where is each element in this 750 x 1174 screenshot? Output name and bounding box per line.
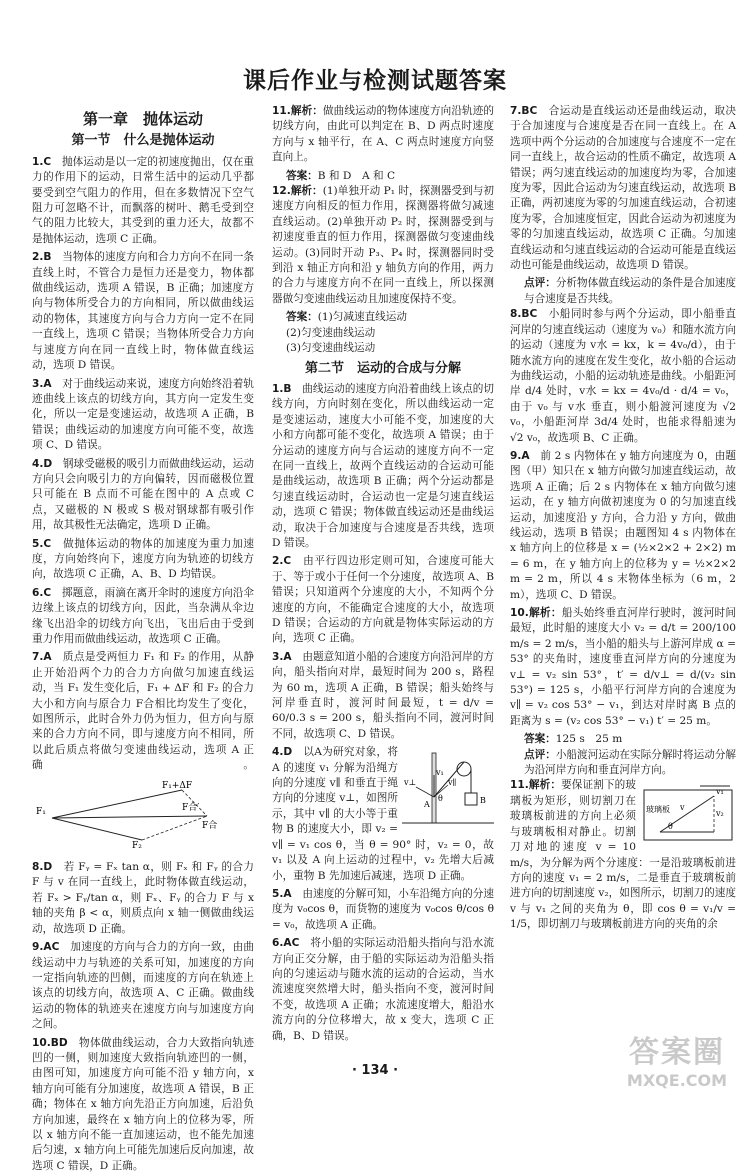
answer-line: (3)匀变速曲线运动 <box>286 342 376 355</box>
answer-line: 答案：125 s 25 m <box>524 733 623 746</box>
answer-item: 1.B 曲线运动的速度方向沿着曲线上该点的切线方向，方向时刻在变化，所以曲线运动一定是变速运动，速度大小可能不变，加速度的大小和方向都可能不变化，故选项 A 错误；由于分运动的速度方向与合运动的速度方向不一定在同一直线上，故两个直线运动的合运动可能是曲线运动，故选项 B 正确；两个分运动都是匀速直线运动时，合运动也一定是匀速直线运动，选项 C 错误；物体做直线运动还是曲线运动，取决于合加速度与合速度是否共线，选项 D 错误。 <box>272 382 495 549</box>
section-heading-2: 第二节 运动的合成与分解 <box>304 360 461 376</box>
force-diagram-figure <box>32 778 232 851</box>
svg-text:F₁: F₁ <box>36 806 46 817</box>
answer-item: 3.A 由题意知道小船的合速度方向沿河岸的方向，船头指向对岸，最短时间为 200 s，路程为 60 m，选项 A 正确，B 错误；船头始终与河岸垂直时，渡河时间最短，t = d/v = 60/0.3 s = 200 s，船头指向不同，渡河时间不同，故选项 C、D 错误。 <box>272 650 495 740</box>
answer-item: 1.C 抛体运动是以一定的初速度抛出，仅在重力的作用下的运动，日常生活中的运动几乎都要受到空气阻力的作用，但在多数情况下空气阻力可忽略不计，而飘落的树叶、鹅毛受到空气的阻力比较大，其受到的重力还大，故都不是抛体运动，选项 C 正确。 <box>32 155 255 245</box>
answer-item: 8.D 若 Fᵧ = Fₓ tan α，则 Fₓ 和 Fᵧ 的合力 F 与 v 在同一直线上，此时物体做直线运动，若 Fₓ > Fᵧ/tan α，则 Fₓ、Fᵧ 的合力 F 与 x 轴的夹角 β < α，则质点向 x 轴一侧做曲线运动，故选项 D 正确。 <box>32 861 255 935</box>
answer-item: 4.D 钢球受磁极的吸引力而做曲线运动，运动方向只会向吸引力的方向偏转，因而磁极位置只可能在 B 点而不可能在图中的 A 点或 C 点，又磁极的 N 极或 S 极对钢球都有吸引作用，故其极性无法确定，选项 D 正确。 <box>32 457 255 532</box>
svg-text:v∥: v∥ <box>448 778 457 788</box>
svg-text:F₂: F₂ <box>132 840 142 851</box>
answer-item: 7.BC 合运动是直线运动还是曲线运动，取决于合加速度与合速度是否在同一直线上。在 A 选项中两个分运动的合加速度与合速度不一定在同一直线上，故合运动的性质不确定，故选项 A 错误；两匀速直线运动的加速度均为零，合加速度为零，因此合运动为匀速直线运动，故选项 B 正确，两初速度为零的匀加速直线运动，合初速度为零，合加速度恒定，因此合运动为初速度为零的匀加速直线运动，故选项 C 正确。匀加速直线运动和匀速直线运动的合运动可能是直线运动也可能是曲线运动，故选项 D 错误。 <box>510 105 737 272</box>
page-number: · 134 · <box>351 1063 399 1078</box>
answer-item: 7.A 质点是受两恒力 F₁ 和 F₂ 的作用，从静止开始沿两个力的合力方向做匀加速直线运动，当 F₁ 发生变化后，F₁ + ΔF 和 F₂ 的合力大小和方向与原合力 F合相比均发生了变化，如图所示，此时合外力仍为恒力，但方向与原来的合力方向不同，即与速度方向不相同，所以此后质点将做匀变速曲线运动，选项 A 正确。 F₁+ΔF F₁ F₂ F合 F合′ <box>32 651 254 851</box>
answer-item: 5.A 由速度的分解可知，小车沿绳方向的分速度为 v₀cos θ，而货物的速度为 v₀cos θ/cos θ = v₀，故选项 A 正确。 <box>272 887 495 931</box>
pulley-diagram-figure <box>402 749 494 827</box>
chapter-heading: 第一章 抛体运动 <box>82 110 203 128</box>
svg-text:B: B <box>480 796 486 806</box>
answer-line: 点评：小船渡河运动在实际分解时将运动分解为沿河岸方向和垂直河岸方向。 <box>524 748 737 777</box>
answer-line: 答案：B 和 D A 和 C <box>286 169 396 182</box>
answer-item: 6.C 掷题意，雨滴在离开伞时的速度方向沿伞边缘上该点的切线方向，因此，当杂满从伞边缘飞出沿伞的切线方向飞出，飞出后由于受到重力作用而做曲线运动，故选项 C 正确。 <box>32 586 255 645</box>
answer-item: 9.A 前 2 s 内物体在 y 轴方向速度为 0，由题图（甲）知只在 x 轴方向做匀加速直线运动，故选项 A 正确；后 2 s 内物体在 x 轴方向做匀速运动，在 y 轴方向做初速度为 0 的匀加速直线运动，加速度沿 y 方向，合力沿 y 方向，做曲线运动，选项 B 错误；由题图知 4 s 内物体在 x 轴方向上的位移是 x = (½×2×2 + 2×2) m = 6 m，在 y 轴方向上的位移为 y = ½×2×2 m = 2 m，所以 4 s 末物体坐标为（6 m，2 m），选项 C、D 错误。 <box>510 449 736 601</box>
answer-line: 点评：分析物体做直线运动的条件是合加速度与合速度是否共线。 <box>524 277 737 305</box>
answer-item: v₁ v∥ v⊥ θ A B 4.D 以A为研究对象，将 A 的速度 v₁ 分解为沿绳方向的分速度 v∥ 和垂直于绳方向的分速度 v⊥，如图所示，其中 v∥ 的大小等于重物 B 的速度大小，即 v₂ = v∥ = v₁ cos θ，当 θ = 90° 时，v₂ = 0，故 v₁ 以及 A 向上运动的过程中，v₂ 先增大后减小，重物 B 先加速后减速，选项 D 正确。 <box>272 746 494 882</box>
svg-text:玻璃板: 玻璃板 <box>646 805 670 815</box>
watermark-logo: 答案圈 MXQE.COM <box>626 1035 728 1090</box>
answer-line: (2)匀变速曲线运动 <box>286 326 376 339</box>
page-title: 课后作业与检测试题答案 <box>243 68 507 94</box>
answer-item: 3.A 对于曲线运动来说，速度方向始终沿着轨迹曲线上该点的切线方向，其方向一定发生变化，所以一定是变速运动，故选项 A 正确，B 错误；曲线运动的加速度方向可能不变，故选项 C、D 错误。 <box>32 377 255 452</box>
column-3 <box>510 104 736 1054</box>
answer-item: 2.C 由平行四边形定则可知，合速度可能大于、等于或小于任何一个分速度，故选项 A、B 错误；只知道两个分速度的大小，不知两个分速度的方向，不能确定合速度的大小，故选项 D 错误；合运动的方向就是物体实际运动的方向，选项 C 正确。 <box>272 555 495 645</box>
svg-text:θ: θ <box>438 794 443 804</box>
svg-text:v: v <box>680 803 685 813</box>
answer-item: 5.C 做抛体运动的物体的加速度为重力加速度，方向始终向下，速度方向为轨迹的切线方向，故选项 C 正确，A、B、D 均错误。 <box>32 537 255 581</box>
svg-text:v₁: v₁ <box>716 787 724 797</box>
answer-line: 答案：(1)匀减速直线运动 <box>286 311 407 324</box>
svg-text:v₁: v₁ <box>436 768 444 778</box>
answer-item: v₁ v v₂ θ 玻璃板 11.解析：要保证割下的玻璃板为矩形，则切割刀在玻璃板前进的方向上必须与玻璃板相对静止。切割刀对地的速度 v = 10 m/s，为分解为两个分速度：一是沿玻璃板前进方向的速度 v₁ = 2 m/s，二是垂直于玻璃板前进方向的切割速度 v₂，如图所示，切割刀的速度 v 与 v₁ 之间的夹角为 θ，即 cos θ = v₁/v = 1/5，即切割刀与玻璃板前进方向的夹角的余 <box>510 779 736 931</box>
svg-text:F₁+ΔF: F₁+ΔF <box>162 780 193 791</box>
svg-text:θ: θ <box>668 822 673 832</box>
answer-item: 10.解析：船头始终垂直河岸行驶时，渡河时间最短，此时船的速度大小 v₂ = d/t = 200/100 m/s = 2 m/s，当小船的船头与上游河岸成 α = 53° 的夹角时，速度垂直河岸方向的分速度为 v⊥ = v₂ sin 53°，t′ = d/v⊥ = d/(v₂ sin 53°) = 125 s，小船平行河岸方向的合速度为 v∥ = v₂ cos 53° − v₁，到达对岸时离 B 点的距离为 s = (v₂ cos 53° − v₁) t′ = 25 m。 <box>510 607 736 727</box>
svg-text:v⊥: v⊥ <box>404 778 417 788</box>
svg-text:F合′: F合′ <box>182 802 200 813</box>
svg-text:F合: F合 <box>202 820 218 831</box>
column-1 <box>32 104 255 1172</box>
glass-cutting-figure <box>640 782 736 846</box>
answer-item: 2.B 当物体的速度方向和合力方向不在同一条直线上时，不管合力是恒力还是变力，物体都做曲线运动，选项 A 错误，B 正确；加速度方向与物体所受合力的方向相同，所以做曲线运动的物体，其速度方向与合力方向一定不在同一直线上，选项 C 错误；当物体所受合力方向与速度方向在同一直线上时，物体做直线运动，选项 D 错误。 <box>32 251 255 372</box>
answer-item: 9.AC 加速度的方向与合力的方向一致，由曲线运动中力与轨迹的关系可知，加速度的方向一定指向轨迹的凹侧，而速度的方向在轨迹上该点的切线方向，故选项 A、C 正确。做曲线运动的物体的轨迹夹在速度方向与加速度方向之间。 <box>32 941 254 1031</box>
answer-item: 12.解析：(1)单独开动 P₁ 时，探测器受到与初速度方向相反的恒力作用，探测器将做匀减速直线运动。(2)单独开动 P₂ 时，探测器受到与初速度垂直的恒力作用，探测器做匀变速曲线运动。(3)同时开动 P₃、P₄ 时，探测器同时受到沿 x 轴正方向和沿 y 轴负方向的作用，两力的合力与速度方向不在同一直线上，所以探测器做匀变速曲线运动且加速度保持不变。 <box>272 185 494 305</box>
answer-item: 10.BD 物体做曲线运动，合力大致指向轨迹凹的一侧，则加速度大致指向轨迹凹的一侧，由图可知，加速度方向可能不沿 y 轴方向，x 轴方向可能有分加速度，故选项 A 错误，B 正确；物体在 x 轴方向先沿正方向加速，后沿负方向加速，最终在 x 轴方向上的位移为零，所以 x 轴方向不能一直加速运动，也不能先加速后匀速，x 轴方向上可能先加速后反向加速，故选项 C 错误，D 正确。 <box>32 1036 255 1172</box>
section-heading-1: 第一节 什么是抛体运动 <box>71 133 215 149</box>
answer-item: 8.BC 小船同时参与两个分运动，即小船垂直河岸的匀速直线运动（速度为 v₀）和随水流方向的运动（速度为 v水 = kx，k = 4v₀/d），由于随水流方向的速度在发生变化，故小船的合运动为曲线运动，小船的运动轨迹是曲线。小船距河岸 d/4 处时，v水 = kx = 4v₀/d · d/4 = v₀，由于 v₀ 与 v水 垂直，则小船渡河速度为 √2 v₀，小船距河岸 3d/4 处时，也能求得船速为 √2 v₀，故选项 B、C 正确。 <box>510 308 737 444</box>
answer-item: 6.AC 将小船的实际运动沿船头指向与沿水流方向正交分解，由于船的实际运动为沿船头指向的匀速运动与随水流的运动的合运动，当水流速度突然增大时，船头指向不变，渡河时间不变，故选项 A 正确；水流速度增大，船沿水流方向的分位移增大，故 x 变大，选项 C 正确，B、D 错误。 <box>272 937 494 1042</box>
column-2 <box>272 104 494 1054</box>
answer-item: 11.解析：做曲线运动的物体速度方向沿轨迹的切线方向，由此可以判定在 B、D 两点时速度方向与 x 轴平行，在 A、C 两点时速度方向竖直向上。 <box>272 105 495 164</box>
svg-text:A: A <box>424 800 430 810</box>
svg-text:v₂: v₂ <box>716 809 724 819</box>
